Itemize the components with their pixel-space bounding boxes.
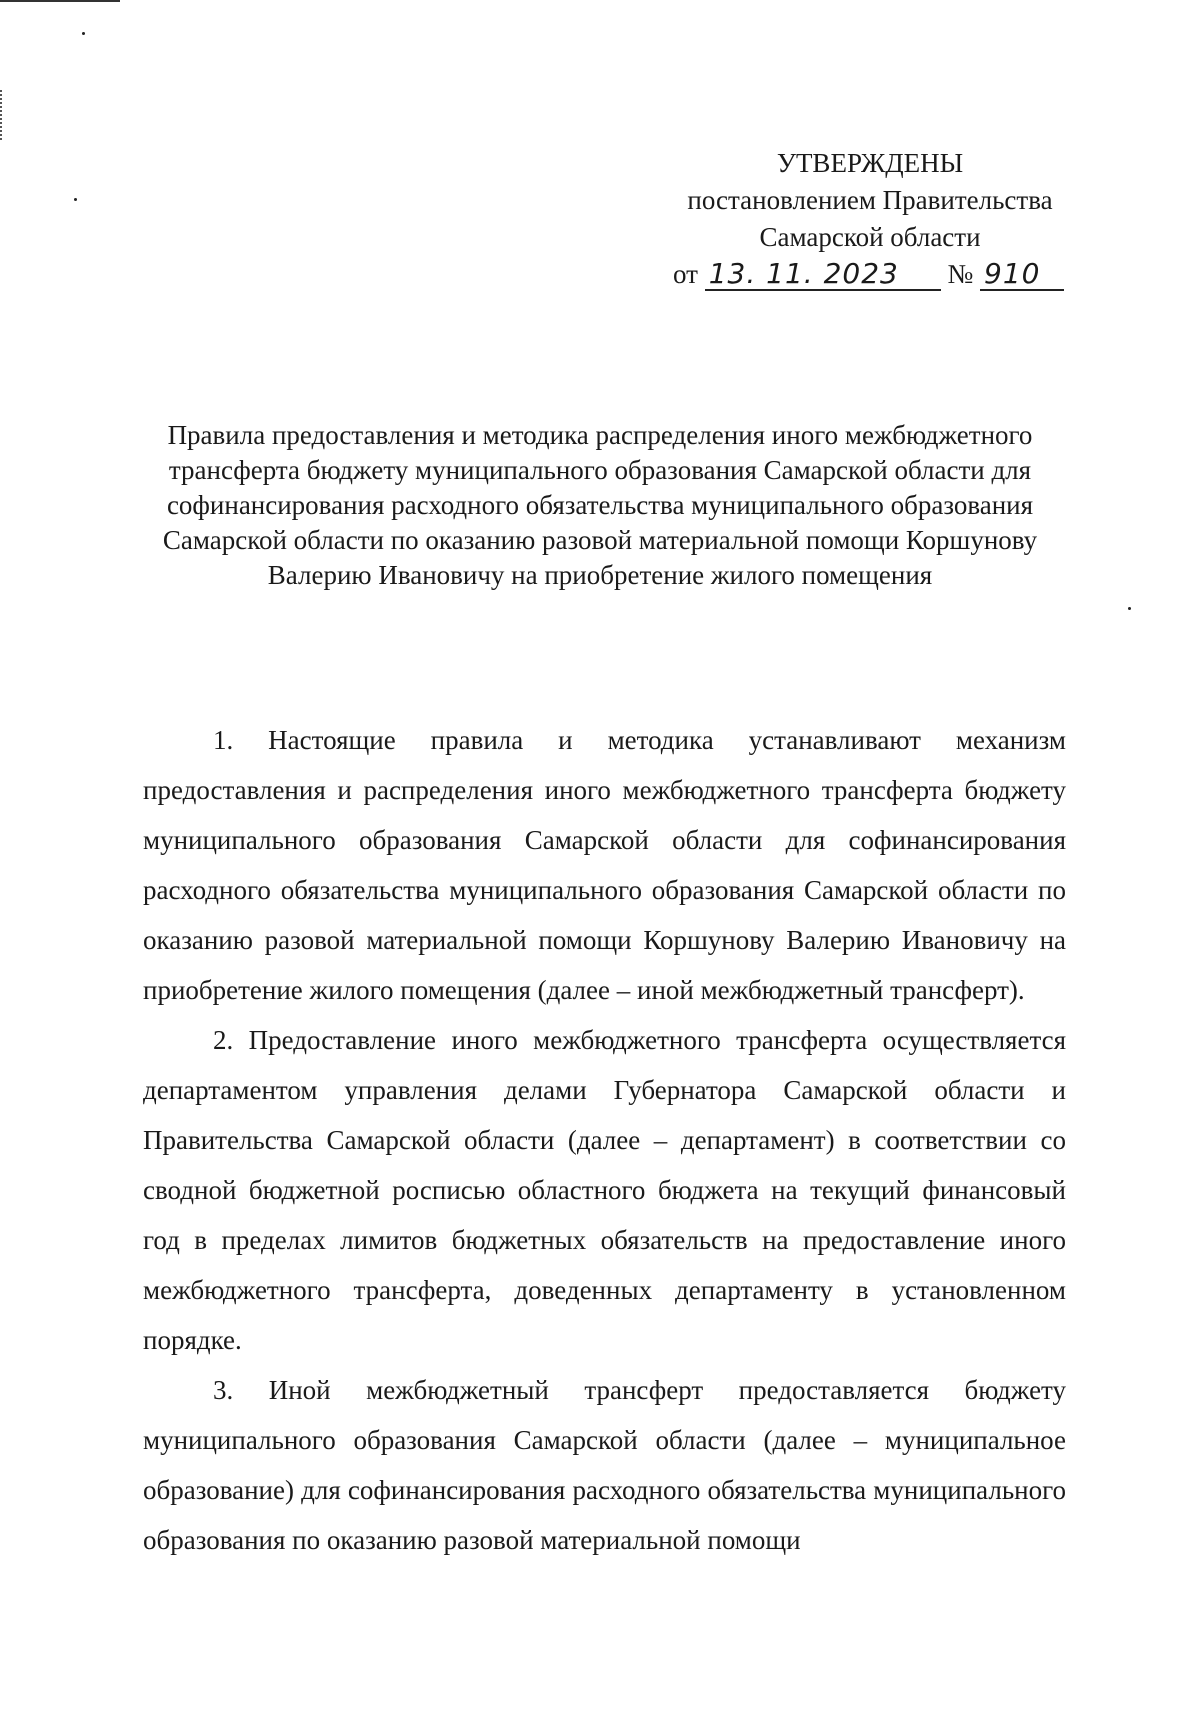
paragraph-3: 3. Иной межбюджетный трансферт предоставляется бюджету муниципального образования Самарской области (далее – муниципальное образование) для софинансирования расходного обязательства муниципального образования по оказанию разовой материальной помощи <box>143 1375 1066 1555</box>
approval-line-1: постановлением Правительства <box>687 185 1053 215</box>
approval-block <box>670 145 1070 293</box>
paragraph-2: 2. Предоставление иного межбюджетного трансферта осуществляется департаментом управления делами Губернатора Самарской области и Правительства Самарской области (далее – департамент) в соответствии со сводной бюджетной росписью областного бюджета на текущий финансовый год в пределах лимитов бюджетных обязательств на предоставление иного межбюджетного трансферта, доведенных департаменту в установленном порядке. <box>143 1025 1066 1355</box>
document-title: Правила предоставления и методика распределения иного межбюджетного трансферта бюджету муниципального образования Самарской области для софинансирования расходного обязательства муниципального образования Самарской области по оказанию разовой материальной помощи Коршунову Валерию Ивановичу на приобретение жилого помещения <box>162 420 1038 590</box>
approval-line-2: Самарской области <box>759 222 981 252</box>
approval-date: 13. 11. 2023 <box>705 259 941 291</box>
number-prefix: № <box>947 259 974 289</box>
scan-edge-line <box>0 0 120 2</box>
scan-dust-mark <box>82 32 85 35</box>
document-body <box>143 715 1066 1565</box>
approval-heading: УТВЕРЖДЕНЫ <box>776 148 964 178</box>
approval-date-line <box>670 256 1070 293</box>
scan-edge-ticks <box>0 90 6 140</box>
date-prefix: от <box>673 259 698 289</box>
paragraph-1: 1. Настоящие правила и методика устанавливают механизм предоставления и распределения иного межбюджетного трансферта бюджету муниципального образования Самарской области для софинансирования расходного обязательства муниципального образования Самарской области по оказанию разовой материальной помощи Коршунову Валерию Ивановичу на приобретение жилого помещения (далее – иной межбюджетный трансферт). <box>143 725 1066 1005</box>
scan-dust-mark <box>1128 607 1131 610</box>
scan-dust-mark <box>74 198 77 201</box>
approval-number: 910 <box>980 259 1064 291</box>
